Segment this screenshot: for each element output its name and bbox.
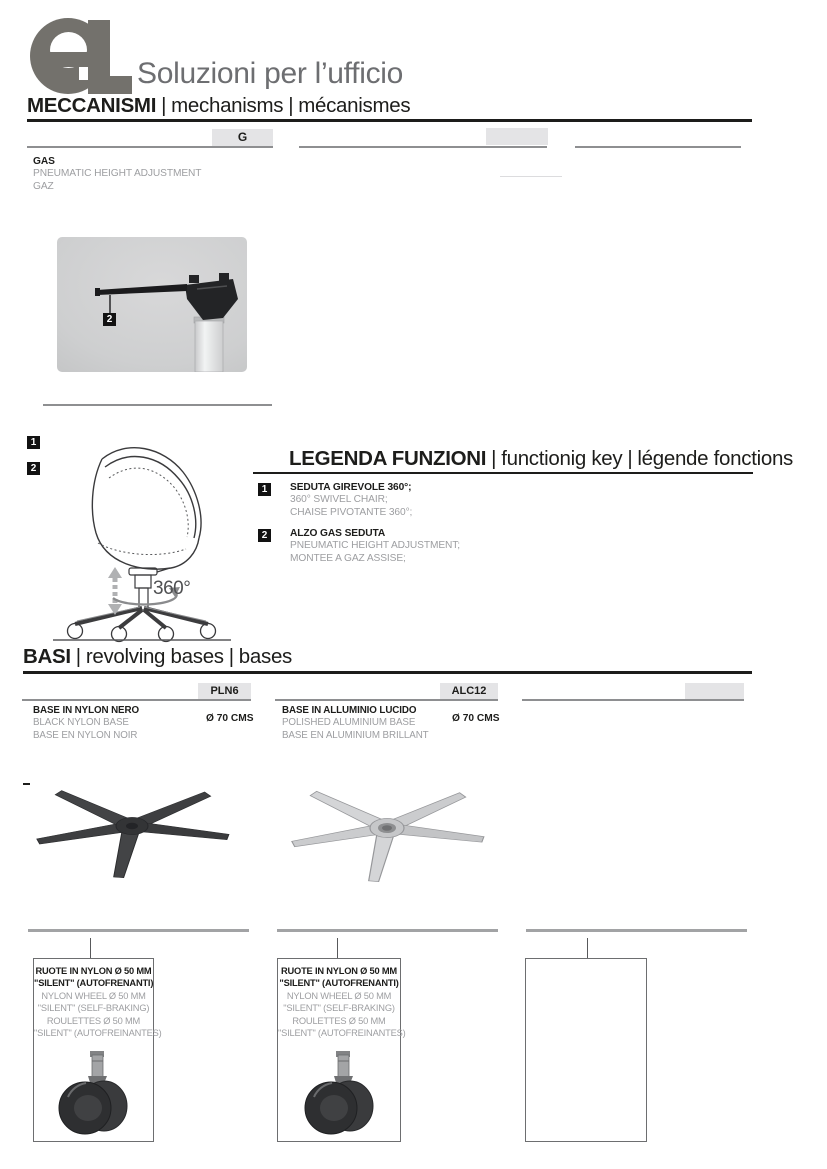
heading-separator: | [75,645,81,668]
wheel-it-line1: RUOTE IN NYLON Ø 50 MM [281,966,397,976]
base-pln6-en: BLACK NYLON BASE [33,717,129,729]
legend-marker-1: 1 [258,483,271,496]
base-alc12-description [282,705,429,742]
base-code-box-pln6: PLN6 [198,683,251,699]
legend-item-2 [290,528,460,565]
nylon-base-drawing [30,760,235,905]
wheel-it-line2: "SILENT" (AUTOFRENANTI) [34,978,154,989]
wheel-en-line1: NYLON WHEEL Ø 50 MM [41,990,146,1001]
gas-marker-2: 2 [103,313,116,326]
chair-marker-2: 2 [27,462,40,475]
wheel-fr-line2: "SILENT" (AUTOFREINANTES) [34,1028,162,1039]
caster-wheel-image [302,1049,382,1137]
mechanism-code-box-g: G [212,129,273,146]
wheel-box-2-text [278,959,406,1039]
bases-heading-rule [23,671,752,674]
heading-legend-it: LEGENDA FUNZIONI [289,447,487,470]
aluminium-base-drawing [283,762,493,910]
legend-item-1-en: 360° SWIVEL CHAIR; [290,494,388,506]
gas-mechanism-drawing [57,237,247,372]
wheel-en-line2: "SILENT" (SELF-BRAKING) [37,1003,150,1014]
base-alc12-size: Ø 70 CMS [452,713,500,724]
wheel-en-line2: "SILENT" (SELF-BRAKING) [283,1003,395,1014]
legend-marker-2: 2 [258,529,271,542]
gas-description [33,156,201,193]
logo-l-foot [88,76,132,94]
heading-bases-en: revolving bases [85,645,224,668]
base-code-box-placeholder [685,683,744,699]
heading-separator: | [491,447,497,470]
redacted-text-line [500,176,562,177]
stray-dash-mark [23,783,30,785]
mechanism-col2-rule [299,146,547,148]
caster-wheel-image [56,1049,136,1137]
heading-legend-fr: légende fonctions [637,447,793,470]
chair-diagram [45,437,240,644]
section-heading-mechanisms [27,94,410,118]
legend-item-1-fr: CHAISE PIVOTANTE 360°; [290,506,413,518]
gas-image-bottom-rule [43,404,272,406]
heading-mechanisms-it: MECCANISMI [27,94,157,117]
company-logo [0,0,160,100]
wheel-fr-line1: ROULETTES Ø 50 MM [292,1015,386,1026]
bases-col1-rule [22,699,251,701]
base-code-box-alc12: ALC12 [440,683,498,699]
wheel-fr-line1: ROULETTES Ø 50 MM [46,1015,141,1026]
legend-item-2-it: ALZO GAS SEDUTA [290,528,386,539]
wheel-en-line1: NYLON WHEEL Ø 50 MM [286,990,392,1001]
wheel-box-2 [277,958,406,1142]
base-pln6-size: Ø 70 CMS [206,713,254,724]
wheels-col3-rule [526,929,747,932]
heading-legend-en: functionig key [501,447,623,470]
wheel-it-line2: "SILENT" (AUTOFRENANTI) [279,978,399,989]
base-alc12-it: BASE IN ALLUMINIO LUCIDO [282,705,417,716]
legend-item-1-it: SEDUTA GIREVOLE 360°; [290,482,412,493]
mechanisms-heading-rule [27,119,752,122]
wheel-box-3-empty [525,958,647,1142]
wheels-col1-rule [28,929,249,932]
heading-mechanisms-en: mechanisms [171,94,284,117]
gas-name-en: PNEUMATIC HEIGHT ADJUSTMENT [33,168,202,180]
brand-tagline: Soluzioni per l’ufficio [137,57,404,90]
wheels-col3-connector [587,938,588,958]
legend-item-1 [290,482,412,519]
bases-col2-rule [275,699,498,701]
heading-separator: | [288,94,294,117]
wheels-col2-connector [337,938,338,958]
gas-name-fr: GAZ [33,180,54,192]
rotation-label: 360° [153,578,191,599]
bases-col3-rule [522,699,744,701]
wheel-it-line1: RUOTE IN NYLON Ø 50 MM [35,966,152,976]
heading-separator: | [228,645,234,668]
wheel-fr-line2: "SILENT" (AUTOFREINANTES) [278,1028,406,1039]
wheels-col1-connector [90,938,91,958]
nylon-base-image [30,760,235,905]
gas-mechanism-image [57,237,247,372]
base-pln6-description [33,705,139,742]
wheel-box-1-text [34,959,162,1039]
legend-heading-rule [253,472,753,474]
base-alc12-en: POLISHED ALUMINIUM BASE [282,717,416,729]
gas-name-it: GAS [33,156,55,167]
wheels-col2-rule [277,929,498,932]
mechanism-code-box-placeholder [486,128,548,145]
base-alc12-fr: BASE EN ALUMINIUM BRILLANT [282,729,429,741]
section-heading-legend [289,447,793,471]
heading-separator: | [161,94,167,117]
legend-item-2-fr: MONTEE A GAZ ASSISE; [290,552,406,564]
chair-line-drawing [45,437,240,644]
legend-item-2-en: PNEUMATIC HEIGHT ADJUSTMENT; [290,540,461,552]
section-heading-bases [23,645,292,669]
aluminium-base-image [283,762,493,910]
heading-mechanisms-fr: mécanismes [298,94,411,117]
mechanism-col1-rule [27,146,273,148]
chair-marker-1: 1 [27,436,40,449]
base-pln6-it: BASE IN NYLON NERO [33,705,139,716]
wheel-box-1 [33,958,162,1142]
heading-bases-fr: bases [238,645,293,668]
heading-separator: | [627,447,633,470]
base-pln6-fr: BASE EN NYLON NOIR [33,729,138,741]
heading-bases-it: BASI [23,645,71,668]
mechanism-col3-rule [575,146,741,148]
